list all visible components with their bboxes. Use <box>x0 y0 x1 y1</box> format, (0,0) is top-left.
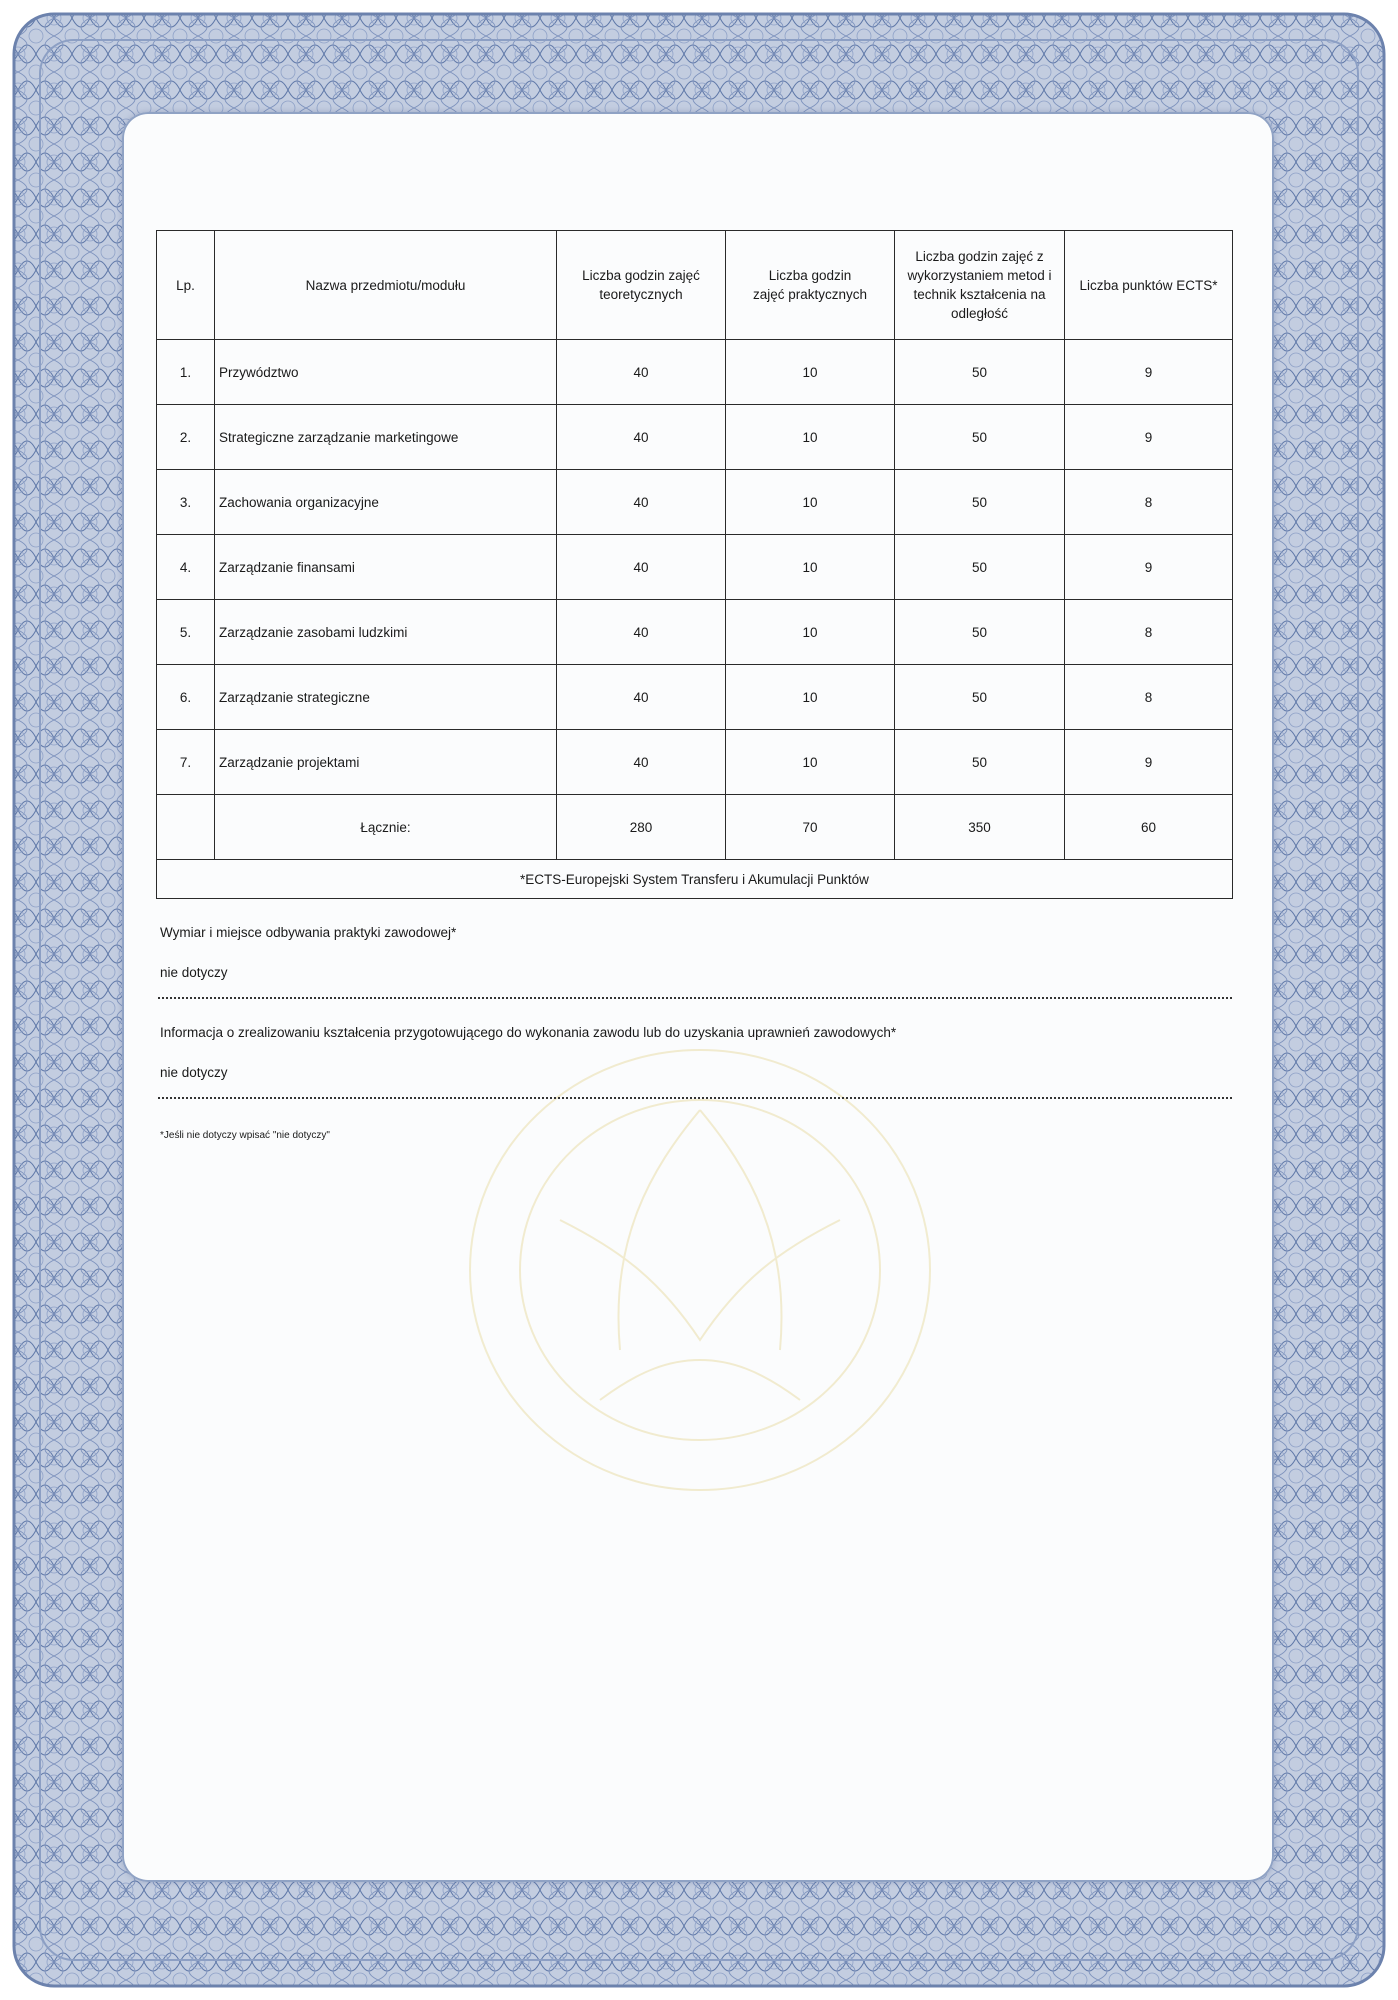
cell-ects: 8 <box>1065 665 1233 730</box>
header-practice: Liczba godzin zajęć praktycznych <box>726 231 895 340</box>
cell-practice: 10 <box>726 405 895 470</box>
cell-practice: 10 <box>726 600 895 665</box>
table-footnote: *ECTS-Europejski System Transferu i Akumulacji Punktów <box>157 860 1233 899</box>
cell-practice: 10 <box>726 730 895 795</box>
cell-lp: 4. <box>157 535 215 600</box>
cell-lp: 7. <box>157 730 215 795</box>
table-row <box>157 730 1233 795</box>
cell-name: Strategiczne zarządzanie marketingowe <box>215 405 557 470</box>
dotted-line <box>158 997 1232 999</box>
cell-ects: 9 <box>1065 730 1233 795</box>
total-theory: 280 <box>557 795 726 860</box>
header-lp: Lp. <box>157 231 215 340</box>
cell-name: Zarządzanie projektami <box>215 730 557 795</box>
cell-remote: 50 <box>895 600 1065 665</box>
total-practice: 70 <box>726 795 895 860</box>
cell-theory: 40 <box>557 535 726 600</box>
practice-label: Wymiar i miejsce odbywania praktyki zawodowej* <box>160 925 457 940</box>
courses-table <box>156 230 1233 899</box>
total-remote: 350 <box>895 795 1065 860</box>
cell-practice: 10 <box>726 340 895 405</box>
table-row <box>157 470 1233 535</box>
cell-ects: 9 <box>1065 405 1233 470</box>
footer-note: *Jeśli nie dotyczy wpisać "nie dotyczy" <box>160 1130 330 1141</box>
cell-ects: 9 <box>1065 535 1233 600</box>
total-row <box>157 795 1233 860</box>
cell-practice: 10 <box>726 470 895 535</box>
cell-remote: 50 <box>895 535 1065 600</box>
cell-ects: 8 <box>1065 600 1233 665</box>
cell-remote: 50 <box>895 405 1065 470</box>
cell-ects: 8 <box>1065 470 1233 535</box>
table-row <box>157 600 1233 665</box>
cell-theory: 40 <box>557 340 726 405</box>
cell-name: Przywództwo <box>215 340 557 405</box>
header-ects: Liczba punktów ECTS* <box>1065 231 1233 340</box>
training-label: Informacja o zrealizowaniu kształcenia przygotowującego do wykonania zawodu lub do uzyskania uprawnień zawodowych* <box>160 1025 897 1040</box>
table-header-row <box>157 231 1233 340</box>
total-label: Łącznie: <box>215 795 557 860</box>
table-row <box>157 535 1233 600</box>
cell-lp: 6. <box>157 665 215 730</box>
cell-theory: 40 <box>557 730 726 795</box>
header-remote: Liczba godzin zajęć z wykorzystaniem metod i technik kształcenia na odległość <box>895 231 1065 340</box>
training-value: nie dotyczy <box>160 1065 228 1080</box>
cell-name: Zarządzanie zasobami ludzkimi <box>215 600 557 665</box>
table-row <box>157 405 1233 470</box>
table-row <box>157 665 1233 730</box>
cell-practice: 10 <box>726 665 895 730</box>
cell-theory: 40 <box>557 405 726 470</box>
cell-name: Zarządzanie finansami <box>215 535 557 600</box>
cell-name: Zachowania organizacyjne <box>215 470 557 535</box>
cell-remote: 50 <box>895 470 1065 535</box>
cell-theory: 40 <box>557 665 726 730</box>
total-ects: 60 <box>1065 795 1233 860</box>
practice-value: nie dotyczy <box>160 965 228 980</box>
cell-theory: 40 <box>557 600 726 665</box>
cell-practice: 10 <box>726 535 895 600</box>
header-name: Nazwa przedmiotu/modułu <box>215 231 557 340</box>
cell-ects: 9 <box>1065 340 1233 405</box>
cell-lp: 1. <box>157 340 215 405</box>
cell-lp: 2. <box>157 405 215 470</box>
cell-remote: 50 <box>895 730 1065 795</box>
table-row <box>157 340 1233 405</box>
cell-lp: 5. <box>157 600 215 665</box>
header-theory: Liczba godzin zajęć teoretycznych <box>557 231 726 340</box>
cell-theory: 40 <box>557 470 726 535</box>
table-footnote-row <box>157 860 1233 899</box>
cell-lp-empty <box>157 795 215 860</box>
cell-lp: 3. <box>157 470 215 535</box>
dotted-line <box>158 1097 1232 1099</box>
cell-name: Zarządzanie strategiczne <box>215 665 557 730</box>
cell-remote: 50 <box>895 340 1065 405</box>
cell-remote: 50 <box>895 665 1065 730</box>
